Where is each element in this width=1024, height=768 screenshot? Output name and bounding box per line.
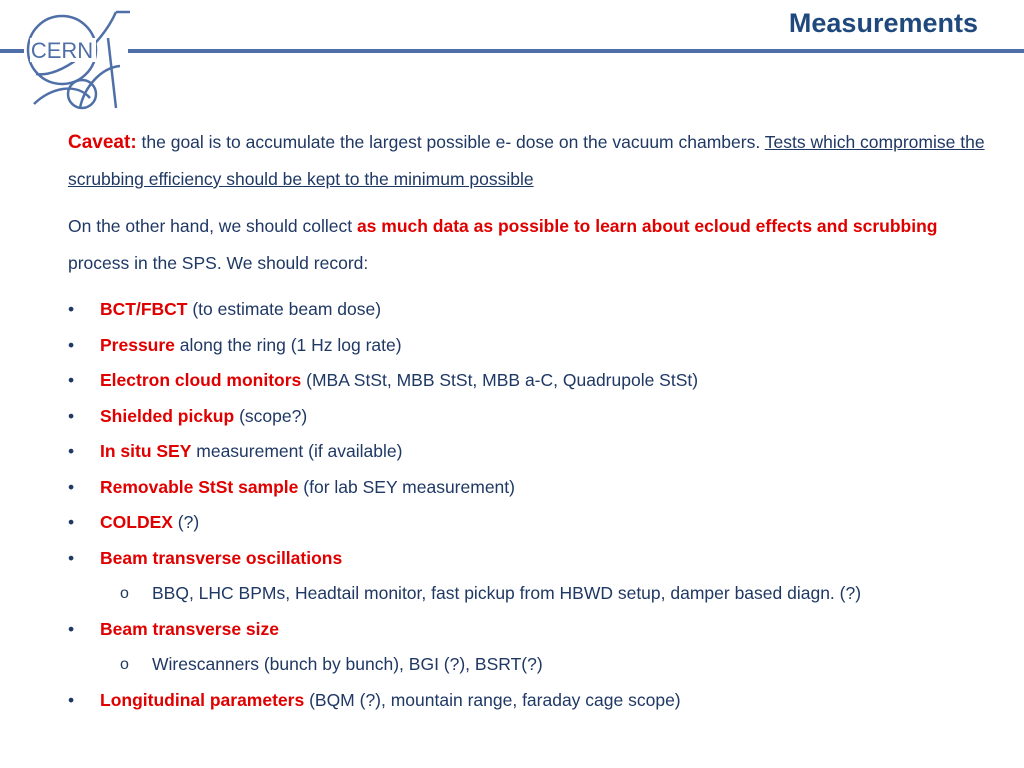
bullet-icon: • <box>68 405 75 426</box>
svg-text:CERN: CERN <box>30 38 94 63</box>
bullet-icon: • <box>68 618 75 639</box>
list-item <box>68 328 1003 364</box>
bullet-icon: • <box>68 512 75 532</box>
bullet-icon: • <box>68 441 75 461</box>
list-item-keyword: COLDEX <box>100 512 173 532</box>
list-item-text: (for lab SEY measurement) <box>298 476 515 497</box>
list-item-text: (scope?) <box>234 405 308 426</box>
page-title: Measurements <box>788 8 978 38</box>
list-item-keyword: Beam transverse oscillations <box>100 547 343 568</box>
list-item-text: Wirescanners (bunch by bunch), BGI (?), BSRT(?) <box>152 654 543 674</box>
list-item-keyword: Removable StSt sample <box>100 476 299 497</box>
list-item <box>68 470 1003 506</box>
list-item-keyword: Beam transverse size <box>100 618 279 639</box>
bullet-icon: • <box>68 476 75 497</box>
bullet-icon: • <box>68 334 75 355</box>
bullet-icon: • <box>68 547 75 568</box>
list-item <box>68 434 1003 470</box>
caveat-underlined-text: Tests which compromise the scrubbing efficiency should be kept to the minimum possible <box>68 132 985 189</box>
cern-logo <box>20 8 132 112</box>
circle-bullet-icon: o <box>120 656 129 673</box>
list-item-text: (BQM (?), mountain range, faraday cage scope) <box>304 689 681 710</box>
list-item-keyword: BCT/FBCT <box>100 299 188 319</box>
list-item-text: (to estimate beam dose) <box>187 299 382 319</box>
bullet-icon: • <box>68 370 75 390</box>
list-item-keyword: Longitudinal parameters <box>100 689 305 710</box>
circle-bullet-icon: o <box>120 585 129 602</box>
intro-highlight: as much data as possible to learn about ecloud effects and scrubbing <box>356 216 938 236</box>
list-item <box>68 399 1003 435</box>
list-item <box>68 505 1003 541</box>
list-item <box>68 683 1003 719</box>
caveat-label: Caveat: <box>68 132 137 153</box>
intro-paragraph <box>68 208 1003 282</box>
intro-text-after: process in the SPS. We should record: <box>68 253 369 273</box>
list-item <box>68 541 1003 577</box>
list-item-text: measurement (if available) <box>191 441 403 461</box>
list-item-keyword: In situ SEY <box>100 441 192 461</box>
list-item <box>68 363 1003 399</box>
intro-text-before: On the other hand, we should collect <box>68 216 357 236</box>
list-item-text: (?) <box>172 512 200 532</box>
list-item <box>68 292 1003 328</box>
list-item-text: (MBA StSt, MBB StSt, MBB a-C, Quadrupole StSt) <box>301 370 699 390</box>
bullet-icon: • <box>68 299 75 319</box>
caveat-text: the goal is to accumulate the largest possible e- dose on the vacuum chambers. <box>136 132 765 152</box>
list-item-keyword: Pressure <box>100 334 175 355</box>
caveat-paragraph <box>68 124 1003 198</box>
sub-list-item <box>68 576 1003 612</box>
list-item-text: along the ring (1 Hz log rate) <box>174 334 402 355</box>
list-item-keyword: Shielded pickup <box>100 405 235 426</box>
list-item <box>68 612 1003 648</box>
list-item-text: BBQ, LHC BPMs, Headtail monitor, fast pickup from HBWD setup, damper based diagn. (?) <box>152 583 862 603</box>
sub-list-item <box>68 647 1003 683</box>
measurement-list <box>68 292 1003 718</box>
bullet-icon: • <box>68 689 75 710</box>
list-item-keyword: Electron cloud monitors <box>100 370 302 390</box>
header-rule-right <box>128 49 1024 53</box>
slide-body <box>68 124 1003 718</box>
